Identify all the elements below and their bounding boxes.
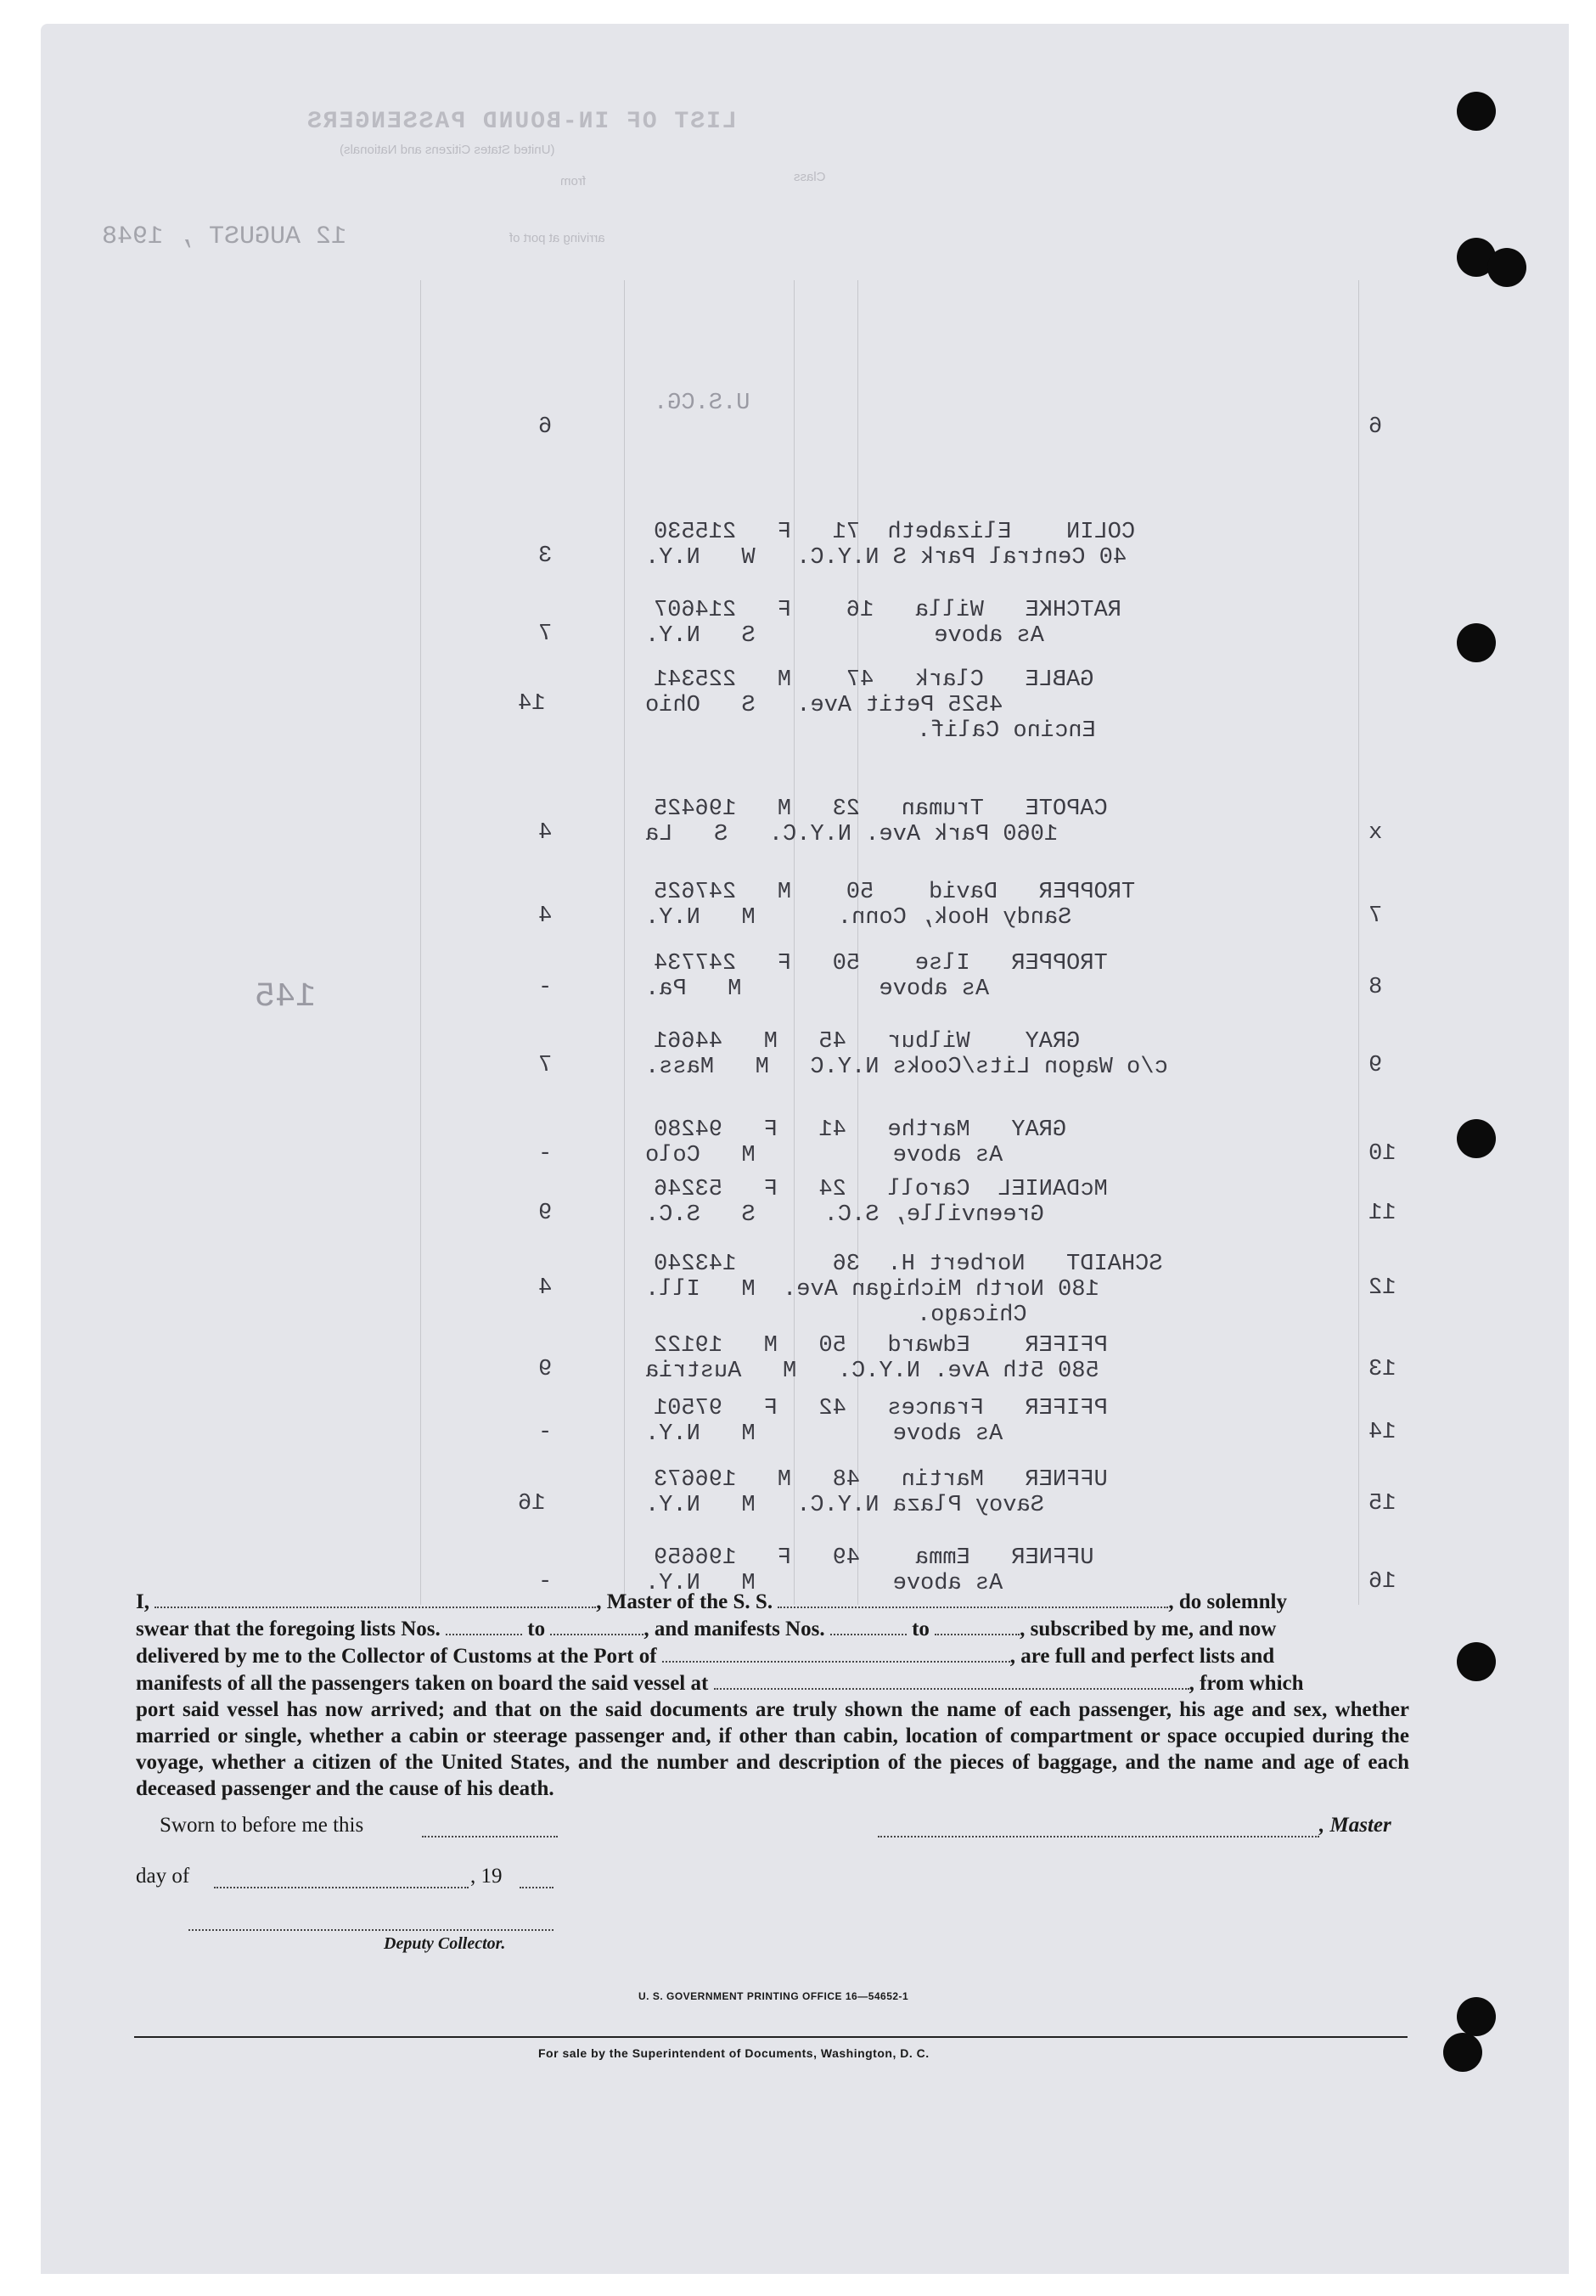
baggage-pieces: - — [538, 1420, 553, 1445]
passenger-row-detail: 4525 Petit Ave. S Ohio — [645, 693, 1003, 718]
oath-subscribed: , subscribed by me, and now — [1020, 1618, 1277, 1640]
baggage-pieces: 7 — [538, 622, 553, 647]
passenger-row-detail: As above M N.Y. — [645, 1421, 1003, 1447]
oath-taken-on-board: manifests of all the passengers taken on board the said vessel at — [136, 1672, 709, 1695]
column-rule — [420, 280, 421, 1605]
baggage-pieces: - — [538, 1569, 553, 1595]
punch-hole — [1457, 623, 1496, 662]
punch-hole — [1487, 248, 1526, 287]
passenger-row-detail: As above S N.Y. — [645, 623, 1044, 649]
passenger-row-detail: c/o Wagon Lits/Cooks N.Y.C M Mass. — [645, 1055, 1168, 1080]
baggage-pieces: 3 — [538, 543, 553, 569]
line-number: x — [1368, 820, 1383, 846]
oath-manifests: , and manifests Nos. — [643, 1618, 825, 1640]
passenger-row-detail: Savoy Plaza N.Y.C. M N.Y. — [645, 1493, 1044, 1518]
passenger-row-detail: 1060 Park Ave. N.Y.C. S La — [645, 822, 1059, 847]
baggage-pieces: 7 — [538, 1053, 553, 1078]
manifest-to-field[interactable] — [935, 1615, 1020, 1635]
footer-rule — [134, 2036, 1408, 2038]
passenger-row-detail: 40 Central Park S N.Y.C. W N.Y. — [645, 545, 1127, 571]
arriving-label: arriving at port of — [509, 231, 605, 245]
passenger-row: PFIFER Frances 42 F 97501 — [654, 1396, 1108, 1421]
passenger-row-detail-2: Encino Calif. — [917, 718, 1096, 744]
year-field[interactable] — [520, 1868, 554, 1888]
oath-delivered: delivered by me to the Collector of Customs at the Port of — [136, 1645, 657, 1668]
ship-name-field[interactable] — [778, 1588, 1168, 1608]
passenger-row: RATCHKE Willa 16 F 214607 — [654, 598, 1121, 623]
line-number: 15 — [1368, 1491, 1396, 1517]
line-number: 8 — [1368, 975, 1383, 1000]
passenger-row-detail: 580 5th Ave. N.Y.C. M Austria — [645, 1359, 1099, 1384]
baggage-pieces: - — [538, 975, 553, 1000]
passenger-row-detail: Greenville, S.C. S S.C. — [645, 1202, 1044, 1228]
passenger-row: COLIN Elizabeth 71 F 215530 — [654, 520, 1136, 545]
line-number: 11 — [1368, 1201, 1396, 1226]
passenger-row: TROPPER Ilse 50 F 247734 — [654, 951, 1108, 976]
sale-imprint: For sale by the Superintendent of Documents, Washington, D. C. — [538, 2046, 930, 2060]
line-number: 7 — [1368, 903, 1383, 929]
master-name-field[interactable] — [155, 1588, 596, 1608]
sworn-label: Sworn to before me this — [160, 1814, 364, 1837]
passenger-row: CAPOTE Truman 23 M 196425 — [654, 796, 1108, 822]
baggage-pieces: 9 — [538, 1201, 553, 1226]
line-number: 10 — [1368, 1141, 1396, 1167]
baggage-pieces: - — [538, 1141, 553, 1167]
margin-number: 145 — [255, 978, 317, 1016]
baggage-pieces: 4 — [538, 903, 553, 929]
passenger-row: TROPPER David 50 M 247625 — [654, 880, 1136, 905]
list-subtitle: (United States Citizens and Nationals) — [340, 143, 555, 157]
passenger-row-detail: Sandy Hook, Conn. M N.Y. — [645, 905, 1072, 931]
oath-text — [136, 1588, 1409, 1802]
oath-i: I, — [136, 1590, 149, 1613]
list-to-field[interactable] — [550, 1615, 643, 1635]
oath-master-of: , Master of the S. S. — [596, 1590, 773, 1613]
date-typed: 12 AUGUST , 1948 — [102, 222, 347, 251]
year-label: , 19 — [470, 1865, 503, 1888]
deputy-collector-label: Deputy Collector. — [384, 1934, 506, 1953]
departure-port-field[interactable] — [714, 1669, 1189, 1690]
line-number: 6 — [1368, 414, 1383, 440]
line-number: 14 — [1368, 1420, 1396, 1445]
line-number: 12 — [1368, 1275, 1396, 1301]
baggage-pieces: 4 — [538, 820, 553, 846]
oath-lists: swear that the foregoing lists Nos. — [136, 1618, 441, 1640]
passenger-row: GRAY Wilbur 45 M 44661 — [654, 1029, 1081, 1055]
day-of-field[interactable] — [214, 1868, 469, 1888]
punch-hole — [1443, 2033, 1482, 2072]
baggage-pieces: 4 — [538, 1275, 553, 1301]
column-rule — [624, 280, 625, 1605]
baggage-pieces: 9 — [538, 1357, 553, 1382]
class-label: Class — [794, 170, 826, 184]
oath-to: to — [527, 1618, 546, 1640]
port-field[interactable] — [662, 1642, 1010, 1663]
day-of-label: day of — [136, 1865, 190, 1888]
passenger-row: U.S.CG. — [654, 391, 750, 416]
passenger-row: UFFNER Emma 49 F 196659 — [654, 1545, 1094, 1571]
punch-hole — [1457, 1642, 1496, 1681]
passenger-row: PFIFER Edward 50 M 19122 — [654, 1333, 1108, 1359]
passenger-row-detail: As above M N.Y. — [645, 1571, 1003, 1596]
list-from-field[interactable] — [446, 1615, 522, 1635]
passenger-row-detail: 180 North Michigan Ave. M Ill. — [645, 1277, 1099, 1303]
oath-solemnly: , do solemnly — [1168, 1590, 1287, 1613]
list-title: LIST OF IN-BOUND PASSENGERS — [306, 109, 737, 135]
deputy-signature-field[interactable] — [188, 1911, 554, 1931]
oath-full-lists: , are full and perfect lists and — [1009, 1645, 1275, 1668]
sworn-date-field[interactable] — [422, 1817, 558, 1837]
gpo-imprint: U. S. GOVERNMENT PRINTING OFFICE 16—54652-1 — [638, 1990, 909, 2002]
passenger-row: GABLE Clark 47 M 225341 — [654, 667, 1094, 693]
oath-to-2: to — [912, 1618, 930, 1640]
oath-from-which: , from which — [1189, 1672, 1304, 1695]
oath-body: port said vessel has now arrived; and that on the said documents are truly shown the name of each passenger, his age and sex, whether married or single, whether a cabin or steerage passenger and, if other than cabin, location of compartment or space occupied during the voyage, whether a citizen of the United States, and the number and description of the pieces of baggage, and the name and age of each deceased passenger and the cause of his death. — [136, 1698, 1409, 1800]
punch-hole — [1457, 92, 1496, 131]
punch-hole — [1457, 1119, 1496, 1158]
baggage-pieces: 14 — [518, 691, 546, 717]
passenger-row: SCHAIDT Norbert H. 36 143240 — [654, 1252, 1163, 1277]
passenger-row: GRAY Marthe 41 F 94280 — [654, 1117, 1067, 1143]
passenger-row-detail: As above M Colo — [645, 1143, 1003, 1168]
from-label: from — [560, 174, 586, 189]
line-number: 16 — [1368, 1569, 1396, 1595]
passenger-row: McDANIEL Caroll 24 F 53246 — [654, 1177, 1108, 1202]
master-signature-field[interactable] — [878, 1817, 1319, 1837]
punch-hole — [1457, 1997, 1496, 2036]
line-number: 13 — [1368, 1357, 1396, 1382]
line-number: 9 — [1368, 1053, 1383, 1078]
master-label: , Master — [1319, 1814, 1391, 1837]
column-rule — [1358, 280, 1359, 1605]
passenger-row-detail: As above M Pa. — [645, 976, 990, 1002]
baggage-pieces: 6 — [538, 414, 553, 440]
baggage-pieces: 16 — [518, 1491, 546, 1517]
passenger-row: UFFNER Martin 48 M 196673 — [654, 1467, 1108, 1493]
manifest-from-field[interactable] — [830, 1615, 907, 1635]
passenger-row-detail-2: Chicago. — [917, 1303, 1027, 1328]
